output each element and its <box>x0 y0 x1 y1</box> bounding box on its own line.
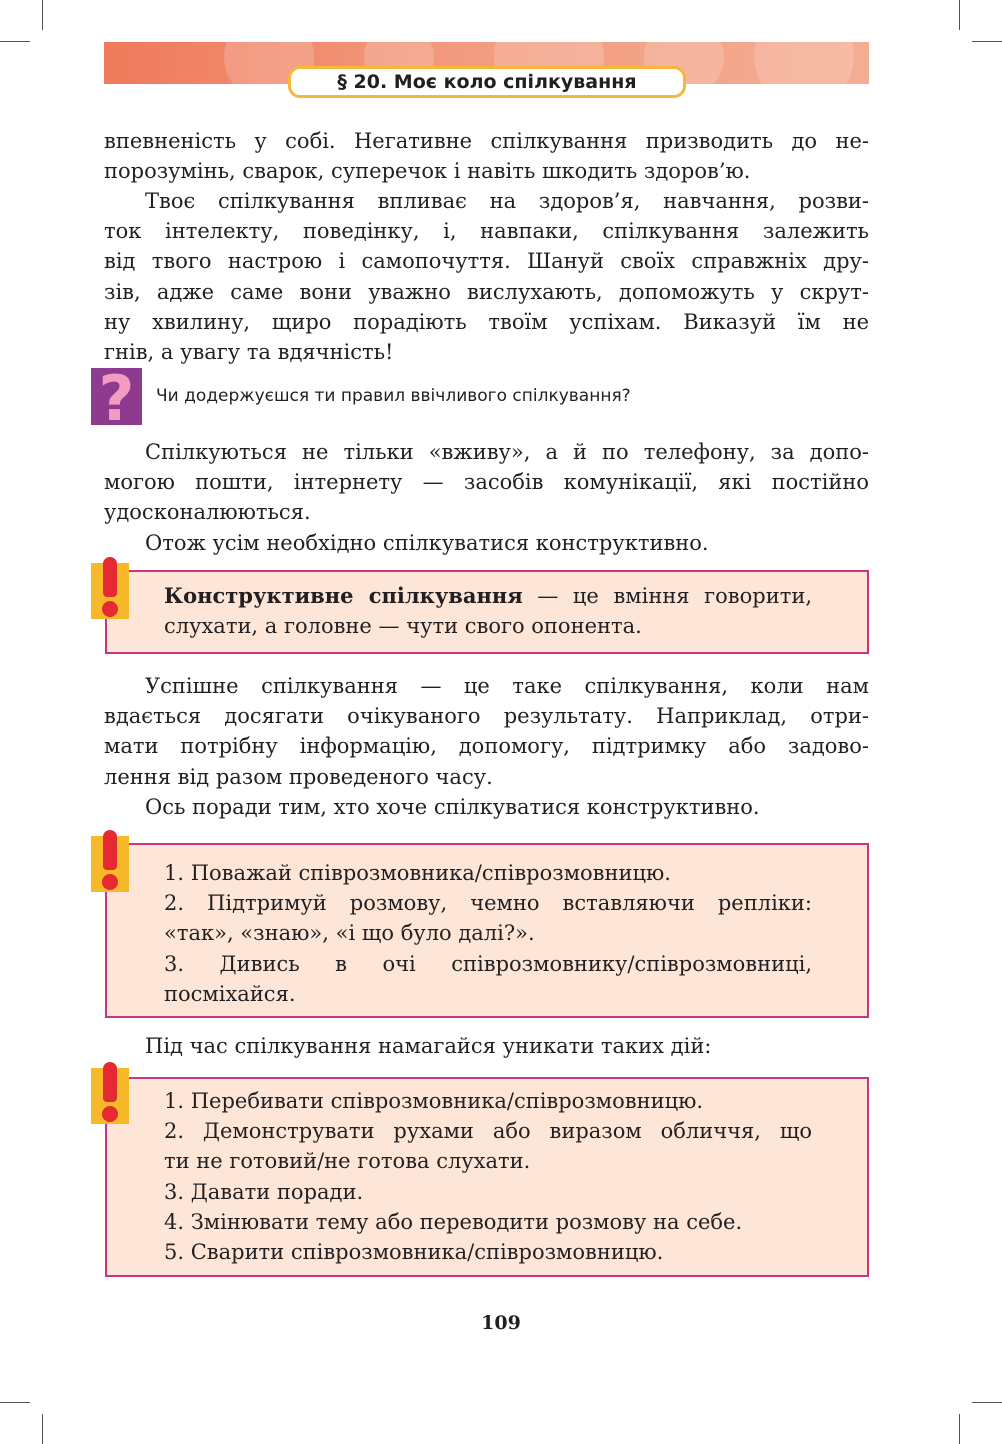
text-line: Під час спілкування намагайся уникати таких дій: <box>145 1034 712 1058</box>
exclamation-icon <box>91 563 129 619</box>
crop-mark <box>42 1414 43 1444</box>
text-line: Успішне спілкування — це таке спілкування, коли нам <box>145 674 869 698</box>
paragraph <box>104 186 869 367</box>
list-item: 3. Давати поради. <box>164 1179 364 1204</box>
list-item: 4. Змінювати тему або переводити розмову на себе. <box>164 1209 743 1234</box>
question-mark-icon: ? <box>91 368 142 425</box>
paragraph <box>104 126 869 186</box>
paragraph <box>104 671 869 792</box>
list-item: 3. Дивись в очі співрозмовнику/співрозмовниці, <box>164 951 812 976</box>
section-title: § 20. Моє коло спілкування <box>288 66 686 98</box>
list-item: ти не готовий/не готова слухати. <box>164 1149 531 1174</box>
crop-mark <box>0 41 30 42</box>
avoid-box <box>105 1077 869 1277</box>
text-line: ток інтелекту, поведінку, і, навпаки, спілкування залежить <box>104 219 869 244</box>
text-line: зів, адже саме вони уважно вислухають, допоможуть у скрут- <box>104 279 869 304</box>
text-line <box>164 581 812 611</box>
list-item: 1. Поважай співрозмовника/співрозмовницю. <box>164 861 671 885</box>
question-text: Чи додержуєшся ти правил ввічливого спілкування? <box>156 386 631 406</box>
exclamation-icon <box>91 1068 129 1124</box>
list-item: «так», «знаю», «і що було далі?». <box>164 921 535 946</box>
text-line: лення від разом проведеного часу. <box>104 764 493 789</box>
paragraph <box>104 528 869 558</box>
text-line: ну хвилину, щиро порадіють твоїм успіхам. Виказуй їм не <box>104 309 869 334</box>
text-line: слухати, а головне — чути свого опонента. <box>164 614 642 639</box>
text-line: Твоє спілкування впливає на здоров’я, навчання, розви- <box>145 189 869 213</box>
text-line: могою пошти, інтернету — засобів комунікації, які постійно <box>104 470 869 495</box>
text-line: мати потрібну інформацію, допомогу, підтримку або задово- <box>104 734 869 759</box>
text-line: Спілкуються не тільки «вживу», а й по телефону, за допо- <box>145 440 869 464</box>
text-line: від твого настрою і самопочуття. Шануй своїх справжніх дру- <box>104 249 869 274</box>
text-line: порозумінь, сварок, суперечок і навіть шкодить здоров’ю. <box>104 159 751 184</box>
definition-term: Конструктивне спілкування <box>164 583 523 608</box>
crop-mark <box>959 0 960 30</box>
list-item: 2. Підтримуй розмову, чемно вставляючи репліки: <box>164 891 812 916</box>
text-line: впевненість у собі. Негативне спілкування призводить до не- <box>104 129 869 153</box>
exclamation-icon <box>91 836 129 892</box>
list-item: 2. Демонструвати рухами або виразом обличчя, що <box>164 1119 812 1144</box>
page-number: 109 <box>481 1312 521 1334</box>
definition-text: — це вміння говорити, <box>522 584 812 608</box>
crop-mark <box>0 1402 30 1403</box>
definition-box <box>105 570 869 654</box>
list-item: 5. Сварити співрозмовника/співрозмовницю. <box>164 1240 664 1265</box>
paragraph <box>104 792 869 822</box>
crop-mark <box>972 1402 1002 1403</box>
list-item: посміхайся. <box>164 981 296 1006</box>
text-line: вдається досягати очікуваного результату. Наприклад, отри- <box>104 704 869 729</box>
text-line: Ось поради тим, хто хоче спілкуватися конструктивно. <box>145 795 760 819</box>
text-line: гнів, а увагу та вдячність! <box>104 340 394 365</box>
list-item: 1. Перебивати співрозмовника/співрозмовницю. <box>164 1089 704 1113</box>
paragraph <box>104 437 869 528</box>
crop-mark <box>972 41 1002 42</box>
crop-mark <box>42 0 43 30</box>
paragraph <box>104 1031 869 1061</box>
text-line: удосконалюються. <box>104 500 311 525</box>
tips-box <box>105 843 869 1018</box>
text-line: Отож усім необхідно спілкуватися конструктивно. <box>145 531 709 555</box>
crop-mark <box>959 1414 960 1444</box>
